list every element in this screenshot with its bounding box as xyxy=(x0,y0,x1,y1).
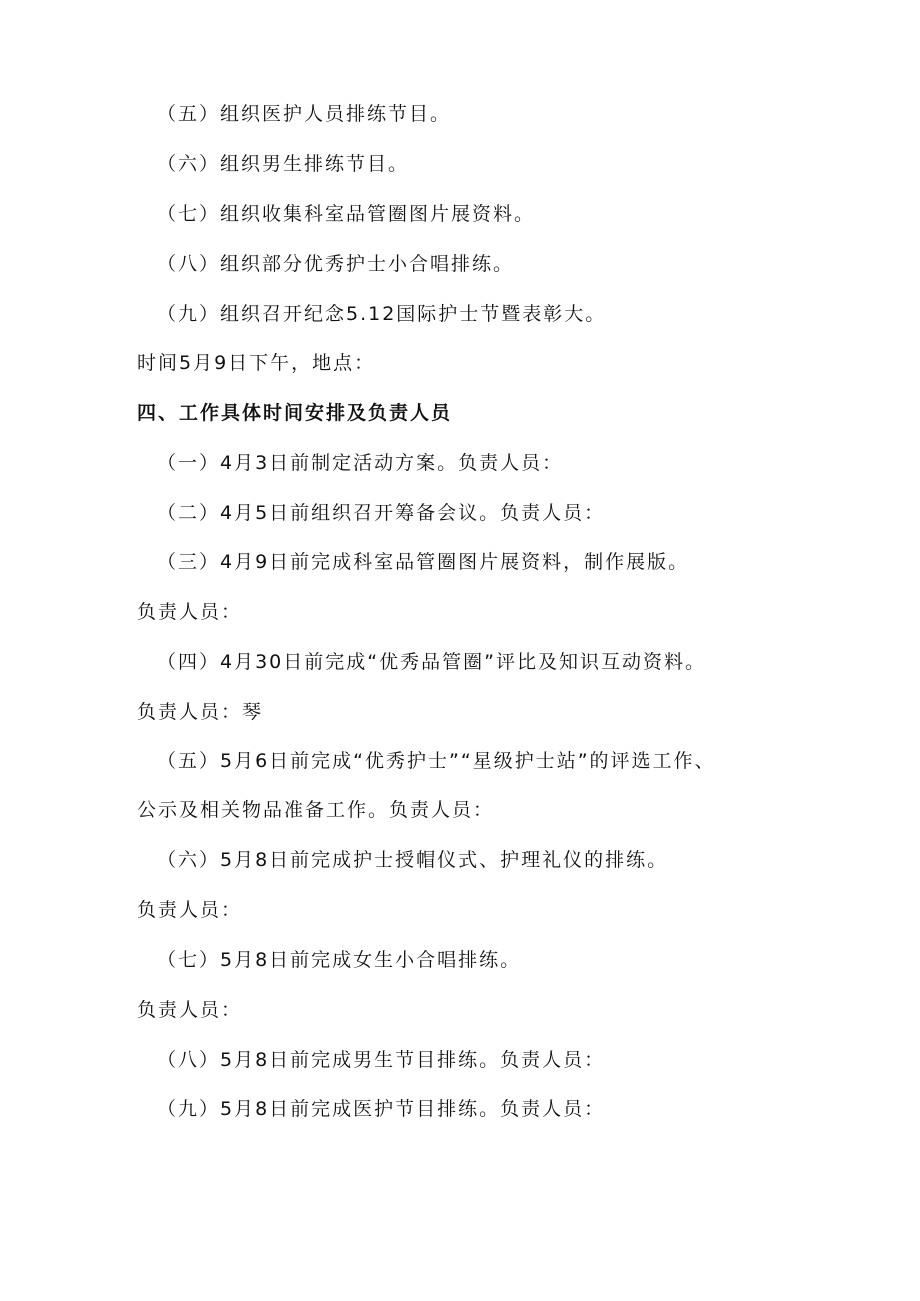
schedule-item-4-person: 负责人员：琴 xyxy=(137,701,264,723)
schedule-item-9: （九）5月8日前完成医护节目排练。负责人员： xyxy=(157,1098,606,1120)
schedule-item-3: （三）4月9日前完成科室品管圈图片展资料，制作展版。 xyxy=(157,551,690,573)
schedule-item-8: （八）5月8日前完成男生节目排练。负责人员： xyxy=(157,1049,606,1071)
section-heading: 四、工作具体时间安排及负责人员 xyxy=(137,402,453,424)
item-6-rehearsal-male: （六）组织男生排练节目。 xyxy=(157,153,410,175)
schedule-item-5-continued: 公示及相关物品准备工作。负责人员： xyxy=(137,799,495,821)
schedule-item-1: （一）4月3日前制定活动方案。负责人员： xyxy=(157,452,564,474)
item-5-rehearsal-medical: （五）组织医护人员排练节目。 xyxy=(157,103,452,125)
schedule-item-2: （二）4月5日前组织召开筹备会议。负责人员： xyxy=(157,502,606,524)
schedule-item-3-person: 负责人员： xyxy=(137,601,243,623)
item-8-chorus: （八）组织部分优秀护士小合唱排练。 xyxy=(157,253,515,275)
schedule-item-7: （七）5月8日前完成女生小合唱排练。 xyxy=(157,949,522,971)
item-7-photo-exhibit: （七）组织收集科室品管圈图片展资料。 xyxy=(157,203,536,225)
item-9-commemoration: （九）组织召开纪念5.12国际护士节暨表彰大。 xyxy=(157,303,607,325)
schedule-item-4: （四）4月30日前完成“优秀品管圈”评比及知识互动资料。 xyxy=(157,651,706,673)
schedule-item-5: （五）5月6日前完成“优秀护士”“星级护士站”的评选工作、 xyxy=(157,750,716,772)
time-place-line: 时间5月9日下午，地点： xyxy=(137,352,376,374)
schedule-item-6-person: 负责人员： xyxy=(137,899,243,921)
schedule-item-6: （六）5月8日前完成护士授帽仪式、护理礼仪的排练。 xyxy=(157,849,669,871)
schedule-item-7-person: 负责人员： xyxy=(137,999,243,1021)
